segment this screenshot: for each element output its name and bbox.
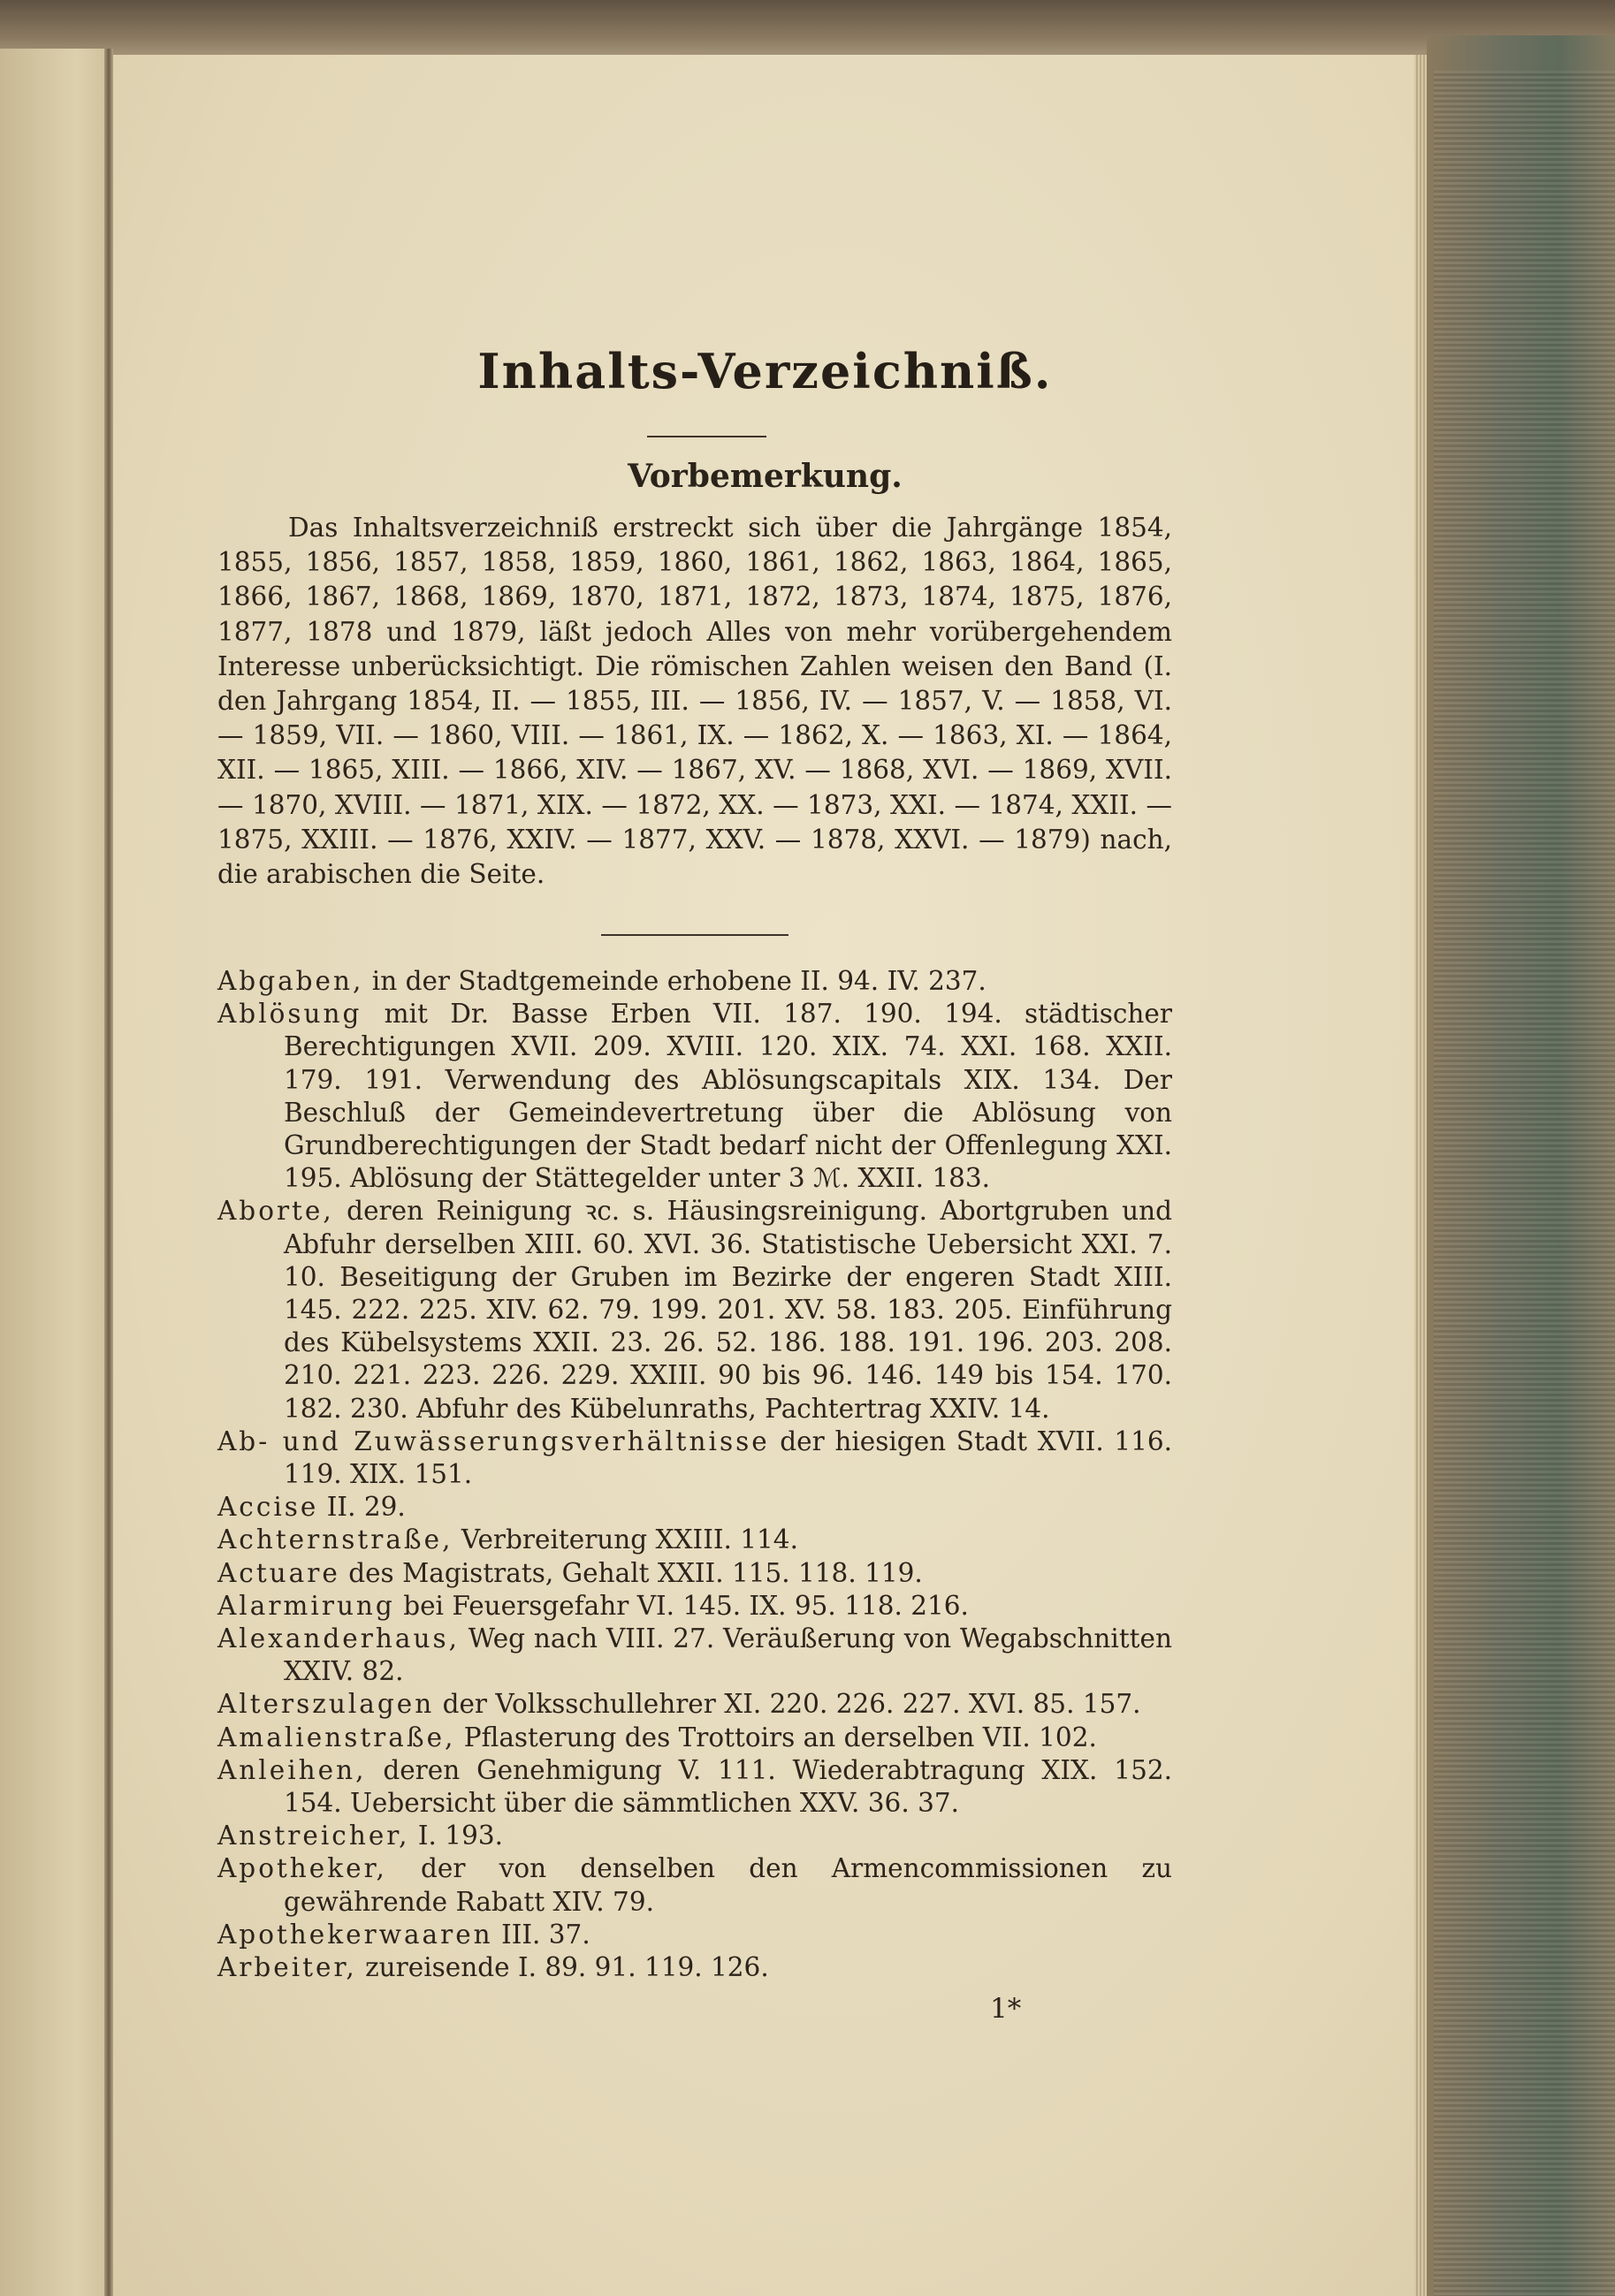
entry-text: mit Dr. Basse Erben VII. 187. 190. 194. städtischer Berechtigungen XVII. 209. XVIII. 120. XIX. 74. XXI. 168. XXII. 179. 191. Verwendung des Ablösungscapitals XIX. 134. Der Beschluß der Gemeindevertretung über die Ablösung von Grundberechtigungen der Stadt bedarf nicht der Offenlegung XXI. 195. Ablösung der Stättegelder unter 3 ℳ. XXII. 183. xyxy=(284,999,1172,1194)
entry-text: Verbreiterung XXIII. 114. xyxy=(453,1524,798,1555)
section-divider xyxy=(601,934,788,936)
entry-text: zureisende I. 89. 91. 119. 126. xyxy=(356,1952,769,1983)
entry-head: Apotheker, xyxy=(217,1853,387,1884)
entry-text: I. 193. xyxy=(409,1821,503,1851)
entry-text: Pflasterung des Trottoirs an derselben VII. 102. xyxy=(455,1722,1097,1752)
index-entry xyxy=(217,1195,1172,1425)
index-entry xyxy=(217,1688,1172,1721)
entry-text: der Volksschullehrer XI. 220. 226. 227. XVI. 85. 157. xyxy=(434,1689,1141,1720)
index-entry xyxy=(217,1623,1172,1688)
entry-head: Alterszulagen xyxy=(217,1689,435,1720)
entry-head: Actuare xyxy=(217,1557,340,1588)
entry-text: der hiesigen Stadt XVII. 116. 119. XIX. 151. xyxy=(284,1425,1172,1490)
index-entry xyxy=(217,1919,1172,1951)
entry-head: Aborte, xyxy=(217,1196,334,1227)
entry-text: in der Stadtgemeinde erhobene II. 94. IV. 237. xyxy=(363,966,987,996)
entry-text: deren Reinigung ꝛc. s. Häusingsreinigung. Abortgruben und Abfuhr derselben XIII. 60. XVI. 36. Statistische Uebersicht XXI. 7. 10. Beseitigung der Gruben im Bezirke der engeren Stadt XIII. 145. 222. 225. XIV. 62. 79. 199. 201. XV. 58. 183. 205. Einführung des Kübelsystems XXII. 23. 26. 52. 186. 188. 191. 196. 203. 208. 210. 221. 223. 226. 229. XXIII. 90 bis 96. 146. 149 bis 154. 170. 182. 230. Abfuhr des Kübelunraths, Pachtertrag XXIV. 14. xyxy=(284,1196,1172,1424)
entry-text: der von denselben den Armencommissionen zu gewährende Rabatt XIV. 79. xyxy=(284,1853,1172,1917)
index-entry xyxy=(217,1590,1172,1623)
index-entry xyxy=(217,1820,1172,1852)
entry-text: des Magistrats, Gehalt XXII. 115. 118. 119. xyxy=(339,1557,923,1588)
index-entry xyxy=(217,1491,1172,1524)
entry-text: deren Genehmigung V. 111. Wiederabtragung XIX. 152. 154. Uebersicht über die sämmtlichen XXV. 36. 37. xyxy=(284,1754,1172,1819)
index-entry xyxy=(217,1754,1172,1820)
index-entry xyxy=(217,1524,1172,1556)
index-entries xyxy=(217,965,1172,1984)
index-entry xyxy=(217,1557,1172,1590)
entry-head: Achternstraße, xyxy=(217,1524,453,1555)
entry-text: III. 37. xyxy=(492,1919,590,1950)
intro-paragraph xyxy=(217,511,1172,892)
entry-head: Anstreicher, xyxy=(217,1821,410,1851)
signature-mark: 1* xyxy=(990,1993,1022,2025)
entry-head: Amalienstraße, xyxy=(217,1722,456,1752)
entry-text: Weg nach VIII. 27. Veräußerung von Wegabschnitten XXIV. 82. xyxy=(284,1623,1172,1687)
entry-head: Abgaben, xyxy=(217,966,364,996)
index-entry xyxy=(217,1722,1172,1754)
entry-head: Alexanderhaus, xyxy=(217,1623,460,1654)
index-entry xyxy=(217,1425,1172,1491)
index-entry xyxy=(217,998,1172,1195)
spine-texture xyxy=(1434,71,1615,2296)
title-divider xyxy=(647,436,766,437)
entry-head: Apothekerwaaren xyxy=(217,1919,493,1950)
entry-text: bei Feuersgefahr VI. 145. IX. 95. 118. 216. xyxy=(394,1590,969,1621)
entry-head: Alarmirung xyxy=(217,1590,395,1621)
entry-head: Anleihen, xyxy=(217,1754,367,1785)
section-heading: Vorbemerkung. xyxy=(628,458,903,495)
entry-head: Accise xyxy=(217,1492,319,1523)
intro-text: Das Inhaltsverzeichniß erstreckt sich über die Jahrgänge 1854, 1855, 1856, 1857, 1858, 1859, 1860, 1861, 1862, 1863, 1864, 1865, 1866, 1867, 1868, 1869, 1870, 1871, 1872, 1873, 1874, 1875, 1876, 1877, 1878 und 1879, läßt jedoch Alles von mehr vorübergehendem Interesse unberücksichtigt. Die römischen Zahlen weisen den Band (I. den Jahrgang 1854, II. — 1855, III. — 1856, IV. — 1857, V. — 1858, VI. — 1859, VII. — 1860, VIII. — 1861, IX. — 1862, X. — 1863, XI. — 1864, XII. — 1865, XIII. — 1866, XIV. — 1867, XV. — 1868, XVI. — 1869, XVII. — 1870, XVIII. — 1871, XIX. — 1872, XX. — 1873, XXI. — 1874, XXII. — 1875, XXIII. — 1876, XXIV. — 1877, XXV. — 1878, XXVI. — 1879) nach, die arabischen die Seite. xyxy=(217,513,1172,890)
index-entry xyxy=(217,965,1172,998)
entry-head: Ab- und Zuwässerungsverhältnisse xyxy=(217,1425,770,1456)
left-page-edge xyxy=(0,49,110,2296)
entry-head: Arbeiter, xyxy=(217,1952,357,1983)
entry-text: II. 29. xyxy=(318,1492,406,1523)
index-entry xyxy=(217,1852,1172,1918)
index-entry xyxy=(217,1951,1172,1984)
book-gutter xyxy=(104,49,113,2296)
page-title: Inhalts-Verzeichniß. xyxy=(477,343,1053,399)
entry-head: Ablösung xyxy=(217,999,362,1030)
